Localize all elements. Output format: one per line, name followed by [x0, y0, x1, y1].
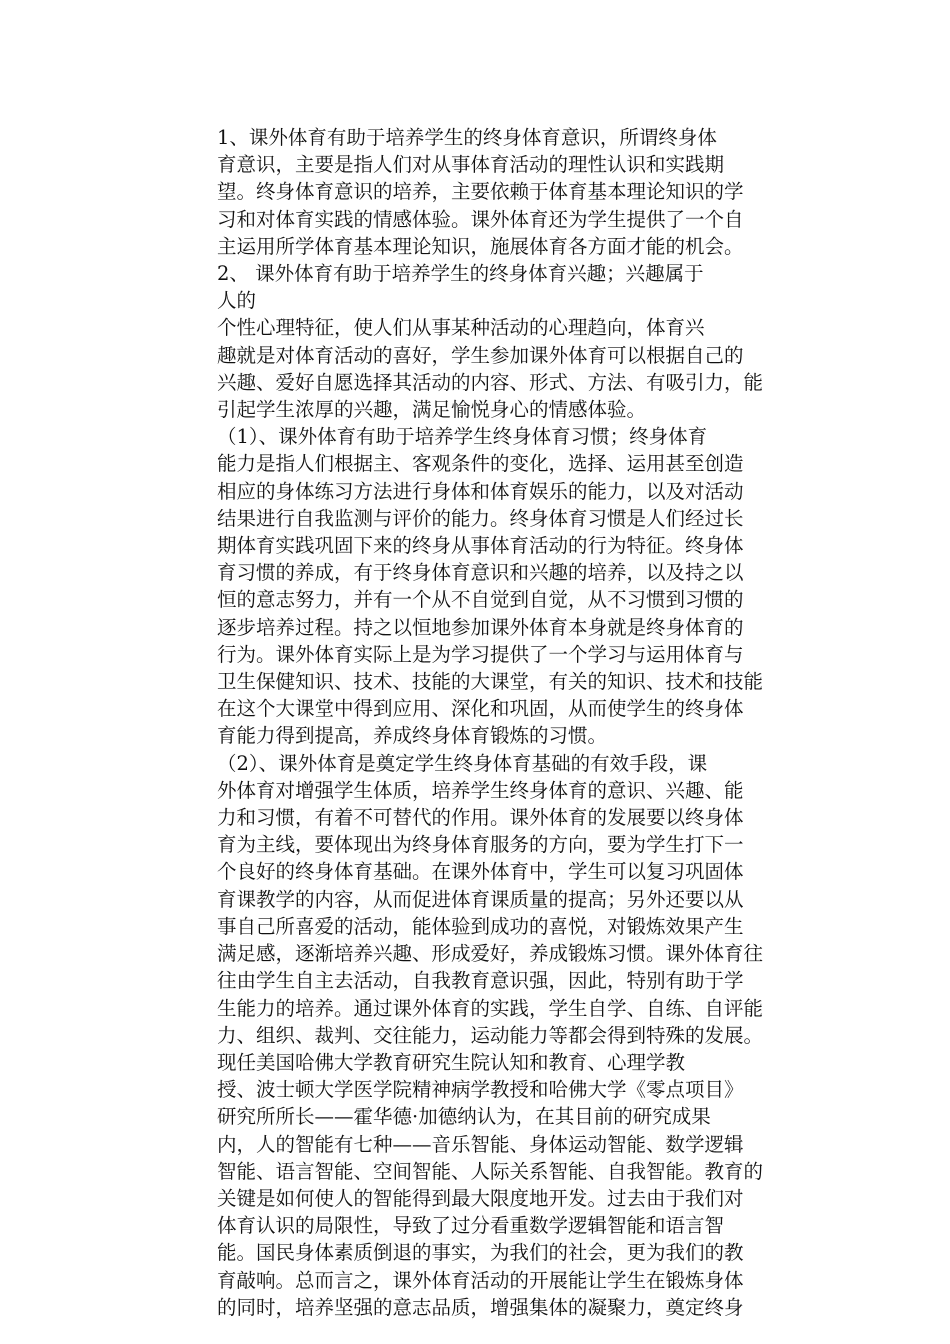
text-line: 力和习惯，有着不可替代的作用。课外体育的发展要以终身体: [217, 806, 744, 830]
text-line: 兴趣、爱好自愿选择其活动的内容、形式、方法、有吸引力，能: [217, 370, 764, 394]
text-line: 体育认识的局限性，导致了过分看重数学逻辑智能和语言智: [217, 1214, 725, 1238]
text-line: 现任美国哈佛大学教育研究生院认知和教育、心理学教: [217, 1050, 686, 1074]
text-line: 育为主线，要体现出为终身体育服务的方向，要为学生打下一: [217, 833, 744, 857]
text-line: 智能、语言智能、空间智能、人际关系智能、自我智能。教育的: [217, 1159, 764, 1183]
text-line: 1、课外体育有助于培养学生的终身体育意识，所谓终身体: [217, 126, 717, 149]
text-line: 结果进行自我监测与评价的能力。终身体育习惯是人们经过长: [217, 506, 744, 530]
text-line: 研究所所长——霍华德·加德纳认为，在其目前的研究成果: [217, 1105, 711, 1129]
text-line: 在这个大课堂中得到应用、深化和巩固，从而使学生的终身体: [217, 697, 744, 721]
text-line: 引起学生浓厚的兴趣，满足愉悦身心的情感体验。: [217, 398, 647, 422]
paragraph: [178, 260, 778, 314]
text-line: 关键是如何使人的智能得到最大限度地开发。过去由于我们对: [217, 1186, 744, 1210]
text-line: 趣就是对体育活动的喜好，学生参加课外体育可以根据自己的: [217, 343, 744, 367]
text-line: 人的: [217, 289, 257, 313]
text-line: 期体育实践巩固下来的终身从事体育活动的行为特征。终身体: [217, 534, 744, 558]
text-line: （2）、课外体育是奠定学生终身体育基础的有效手段，课: [217, 751, 708, 775]
text-line: 个良好的终身体育基础。在课外体育中，学生可以复习巩固体: [217, 860, 744, 884]
text-line: 力、组织、裁判、交往能力，运动能力等都会得到特殊的发展。: [217, 1023, 764, 1047]
text-line: 内，人的智能有七种——音乐智能、身体运动智能、数学逻辑: [217, 1132, 744, 1156]
text-line: 逐步培养过程。持之以恒地参加课外体育本身就是终身体育的: [217, 615, 744, 639]
text-line: 卫生保健知识、技术、技能的大课堂，有关的知识、技术和技能: [217, 670, 764, 694]
text-line: 的同时，培养坚强的意志品质，增强集体的凝聚力，奠定终身: [217, 1295, 744, 1319]
paragraph: [178, 1049, 778, 1321]
text-line: （1）、课外体育有助于培养学生终身体育习惯；终身体育: [217, 425, 708, 449]
text-line: 生能力的培养。通过课外体育的实践，学生自学、自练、自评能: [217, 996, 764, 1020]
text-line: 往由学生自主去活动，自我教育意识强，因此，特别有助于学: [217, 969, 744, 993]
paragraph: [178, 314, 778, 423]
text-line: 满足感，逐渐培养兴趣、形成爱好，养成锻炼习惯。课外体育往: [217, 942, 764, 966]
text-line: 育能力得到提高，养成终身体育锻炼的习惯。: [217, 724, 608, 748]
text-line: 育习惯的养成，有于终身体育意识和兴趣的培养，以及持之以: [217, 561, 744, 585]
text-line: 望。终身体育意识的培养，主要依赖于体育基本理论知识的学: [217, 180, 744, 204]
text-line: 能。国民身体素质倒退的事实，为我们的社会，更为我们的教: [217, 1241, 744, 1265]
text-line: 主运用所学体育基本理论知识，施展体育各方面才能的机会。: [217, 234, 744, 258]
text-line: 事自己所喜爱的活动，能体验到成功的喜悦，对锻炼效果产生: [217, 914, 744, 938]
text-line: 恒的意志努力，并有一个从不自觉到自觉，从不习惯到习惯的: [217, 588, 744, 612]
text-line: 行为。课外体育实际上是为学习提供了一个学习与运用体育与: [217, 642, 744, 666]
text-line: 育意识，主要是指人们对从事体育活动的理性认识和实践期: [217, 153, 725, 177]
text-line: 个性心理特征，使人们从事某种活动的心理趋向，体育兴: [217, 316, 705, 340]
text-line: 2、 课外体育有助于培养学生的终身体育兴趣；兴趣属于: [217, 262, 704, 286]
paragraph: [178, 124, 778, 260]
text-line: 育课教学的内容，从而促进体育课质量的提高；另外还要以从: [217, 887, 744, 911]
paragraph: [178, 750, 778, 1049]
text-line: 育敲响。总而言之，课外体育活动的开展能让学生在锻炼身体: [217, 1268, 744, 1292]
text-line: 相应的身体练习方法进行身体和体育娱乐的能力，以及对活动: [217, 479, 744, 503]
paragraph: [178, 423, 778, 749]
text-line: 外体育对增强学生体质，培养学生终身体育的意识、兴趣、能: [217, 778, 744, 802]
text-line: 授、波士顿大学医学院精神病学教授和哈佛大学《零点项目》: [217, 1078, 744, 1102]
document-body: [178, 124, 778, 1321]
text-line: 习和对体育实践的情感体验。课外体育还为学生提供了一个自: [217, 207, 744, 231]
text-line: 能力是指人们根据主、客观条件的变化，选择、运用甚至创造: [217, 452, 744, 476]
